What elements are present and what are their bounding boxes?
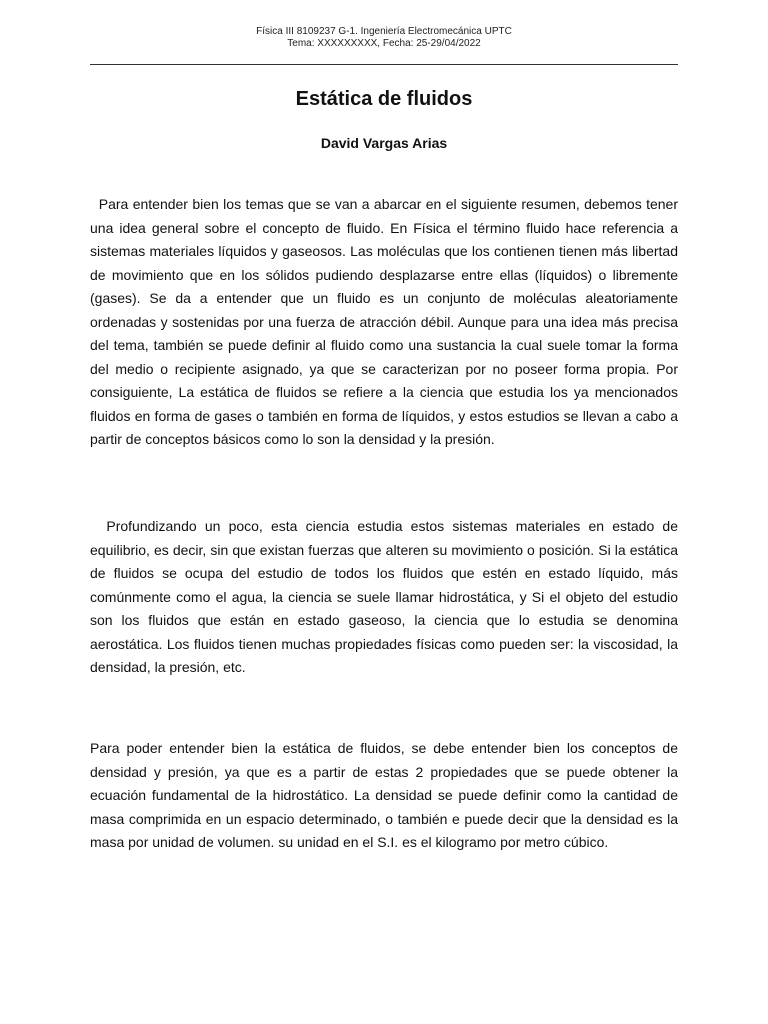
- document-author: David Vargas Arias: [320, 135, 448, 151]
- header-topic-date-line: Tema: XXXXXXXXX, Fecha: 25-29/04/2022: [287, 38, 481, 49]
- document-title: Estática de fluidos: [295, 88, 473, 110]
- page-header: [0, 26, 768, 50]
- header-course-line: Física III 8109237 G-1. Ingeniería Electromecánica UPTC: [256, 26, 512, 37]
- paragraph-2: Profundizando un poco, esta ciencia estudia estos sistemas materiales en estado de equilibrio, es decir, sin que existan fuerzas que alteren su movimiento o posición. Si la estática de fluidos se ocupa del estudio de todos los fluidos que estén en estado líquido, más comúnmente como el agua, la ciencia se suele llamar hidrostática, y Si el objeto del estudio son los fluidos que están en estado gaseoso, la ciencia que lo estudia se denomina aerostática. Los fluidos tienen muchas propiedades físicas como pueden ser: la viscosidad, la densidad, la presión, etc.: [90, 518, 682, 675]
- paragraph-1: Para entender bien los temas que se van a abarcar en el siguiente resumen, debemos tener una idea general sobre el concepto de fluido. En Física el término fluido hace referencia a sistemas materiales líquidos y gaseosos. Las moléculas que los contienen tienen más libertad de movimiento que en los sólidos pudiendo desplazarse entre ellas (líquidos) o libremente (gases). Se da a entender que un fluido es un conjunto de moléculas aleatoriamente ordenadas y sostenidas por una fuerza de atracción débil. Aunque para una idea más precisa del tema, también se puede definir al fluido como una sustancia la cual suele tomar la forma del medio o recipiente asignado, ya que se caracterizan por no poseer forma propia. Por consiguiente, La estática de fluidos se refiere a la ciencia que estudia los ya mencionados fluidos en forma de gases o también en forma de líquidos, y estos estudios se llevan a cabo a partir de conceptos básicos como lo son la densidad y la presión.: [90, 196, 682, 447]
- header-divider: [90, 64, 678, 65]
- paragraph-3: Para poder entender bien la estática de fluidos, se debe entender bien los conceptos de densidad y presión, ya que es a partir de estas 2 propiedades que se puede obtener la ecuación fundamental de la hidrostático. La densidad se puede definir como la cantidad de masa comprimida en un espacio determinado, o también e puede decir que la densidad es la masa por unidad de volumen. su unidad en el S.I. es el kilogramo por metro cúbico.: [90, 740, 682, 850]
